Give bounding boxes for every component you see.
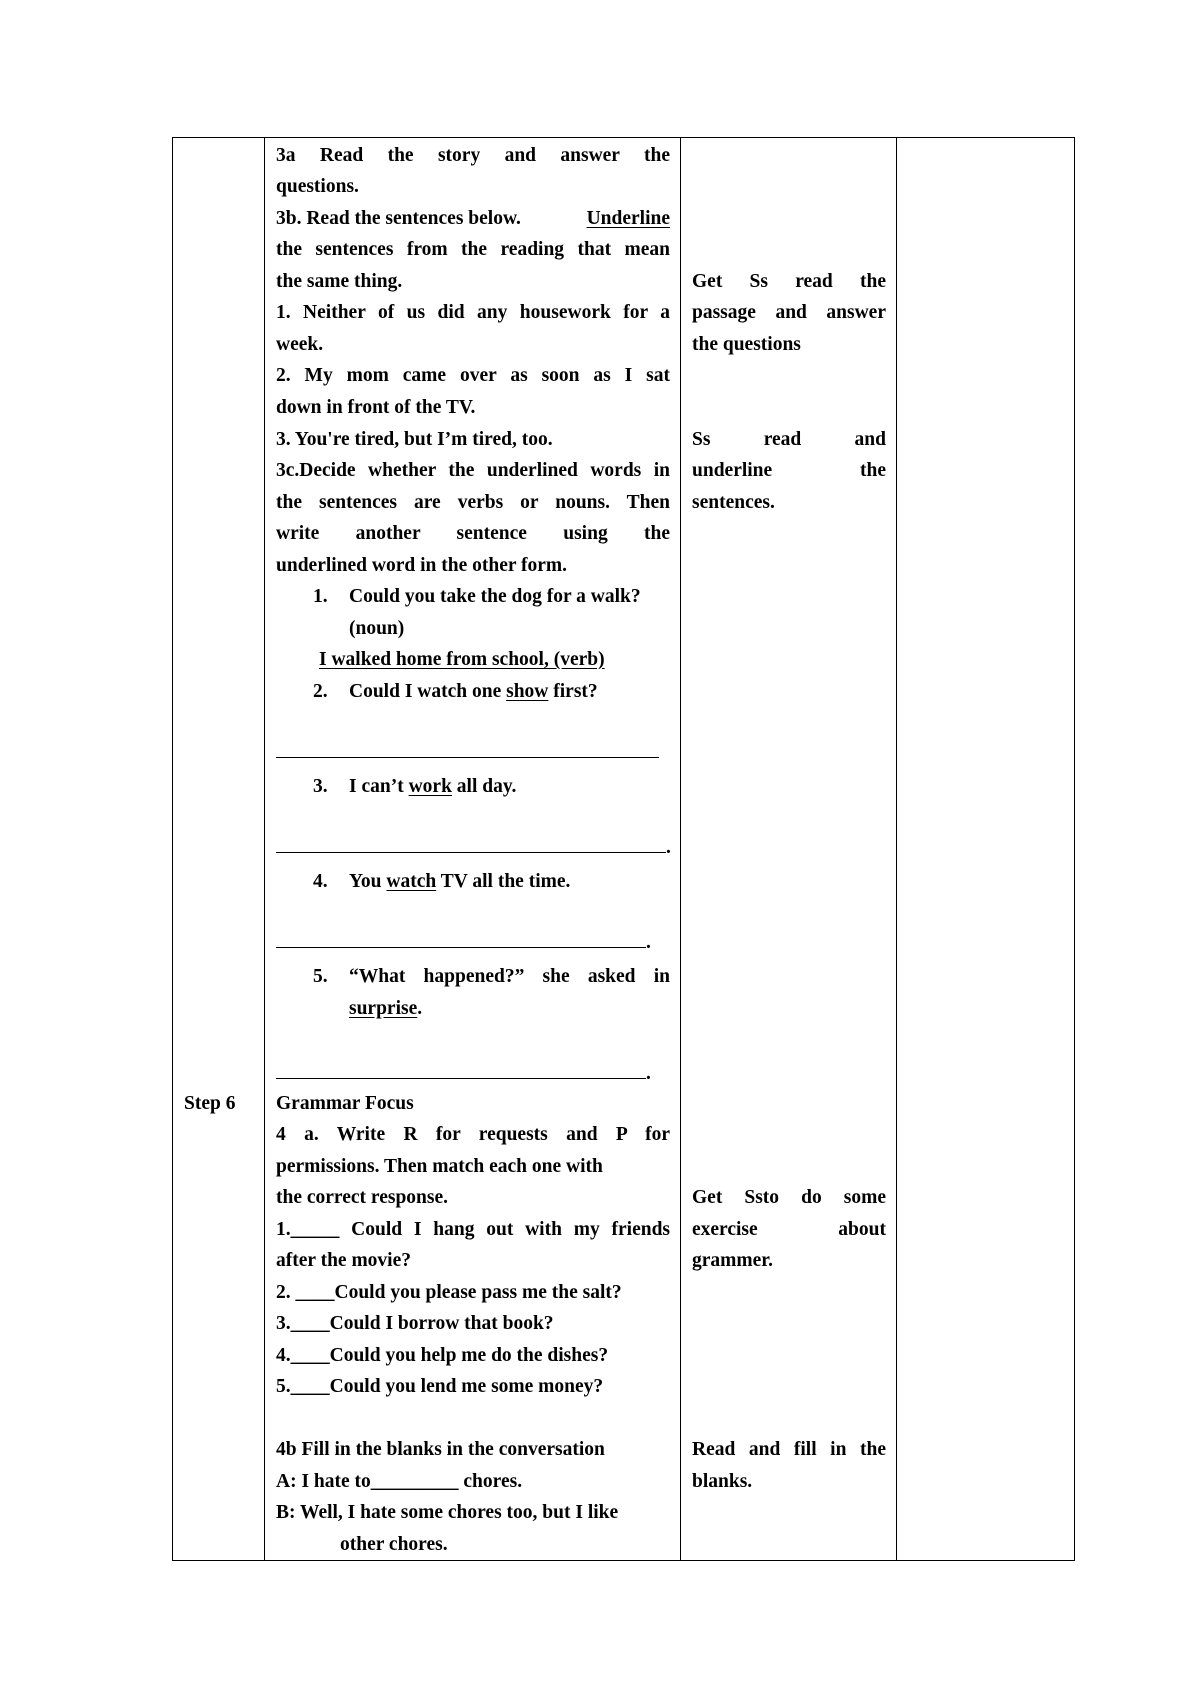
section-3b-heading-text: 3b. Read the sentences below. xyxy=(276,208,521,229)
remarks-column xyxy=(897,138,1074,1560)
note-2-line-2: underline the xyxy=(692,460,886,481)
question-4-pre: You xyxy=(349,871,387,892)
answer-blank-2[interactable] xyxy=(276,735,659,767)
question-2-number: 2. xyxy=(313,681,328,702)
blank-period: . xyxy=(666,837,671,858)
question-3-keyword: work xyxy=(408,776,452,797)
grammar-item-1: 1._____ Could I hang out with my friends xyxy=(276,1219,670,1240)
question-4-number: 4. xyxy=(313,871,328,892)
table-bottom-border xyxy=(172,1560,1075,1561)
grammar-item-1-cont: after the movie? xyxy=(276,1250,412,1271)
conversation-line-b: B: Well, I hate some chores too, but I like xyxy=(276,1502,619,1523)
blank-period: . xyxy=(646,932,651,953)
underline-word: Underline xyxy=(586,208,670,229)
section-4a-text: permissions. Then match each one with xyxy=(276,1156,603,1177)
blank-period: . xyxy=(646,1063,651,1084)
question-2-pre: Could I watch one xyxy=(349,681,507,702)
question-3-number: 3. xyxy=(313,776,328,797)
section-3c-heading: 3c.Decide whether the underlined words in xyxy=(276,460,670,481)
section-3c-text: the sentences are verbs or nouns. Then xyxy=(276,492,670,513)
table-divider-2 xyxy=(680,137,681,1560)
question-3-post: all day. xyxy=(451,776,517,797)
table-divider-1 xyxy=(264,137,265,1560)
question-5-post: . xyxy=(417,998,423,1019)
note-4-line-2: blanks. xyxy=(692,1471,753,1492)
answer-blank-3[interactable] xyxy=(276,830,671,862)
note-3-line-1: Get Ssto do some xyxy=(692,1187,886,1208)
section-3c-text-end: underlined word in the other form. xyxy=(276,555,568,576)
section-4b-heading: 4b Fill in the blanks in the conversation xyxy=(276,1439,605,1460)
note-2-line-3: sentences. xyxy=(692,492,775,513)
answer-blank-4[interactable] xyxy=(276,925,651,957)
question-1-type: (noun) xyxy=(349,618,405,639)
question-1-text: Could you take the dog for a walk? xyxy=(349,586,641,607)
section-3a-heading: 3a Read the story and answer the xyxy=(276,145,670,166)
question-3-sentence xyxy=(349,771,516,803)
note-3-line-2: exercise about xyxy=(692,1219,886,1240)
note-2-line-1: Ss read and xyxy=(692,429,886,450)
sentence-1-cont: week. xyxy=(276,334,324,355)
section-3b-text-end: the same thing. xyxy=(276,271,403,292)
section-3a-heading-cont: questions. xyxy=(276,176,359,197)
section-4a-heading: 4 a. Write R for requests and P for xyxy=(276,1124,670,1145)
section-4a-text-end: the correct response. xyxy=(276,1187,449,1208)
question-5-text: “What happened?” she asked in xyxy=(349,966,670,987)
section-3b-text: the sentences from the reading that mean xyxy=(276,239,670,260)
note-3-line-3: grammer. xyxy=(692,1250,774,1271)
answer-blank-5[interactable] xyxy=(276,1056,651,1088)
grammar-item-5: 5.____Could you lend me some money? xyxy=(276,1376,604,1397)
section-3b-heading xyxy=(276,203,670,235)
question-4-post: TV all the time. xyxy=(436,871,571,892)
question-5-keyword: surprise xyxy=(349,998,418,1019)
sentence-2-cont: down in front of the TV. xyxy=(276,397,476,418)
section-3c-text: write another sentence using the xyxy=(276,523,670,544)
table-border-right xyxy=(1074,137,1075,1560)
conversation-line-a: A: I hate to_________ chores. xyxy=(276,1471,523,1492)
question-4-sentence xyxy=(349,866,570,898)
note-1-line-1: Get Ss read the xyxy=(692,271,886,292)
question-1-answer: I walked home from school, (verb) xyxy=(319,649,605,670)
step-label: Step 6 xyxy=(184,1093,236,1114)
question-5-keyword-line xyxy=(349,993,422,1025)
sentence-3: 3. You're tired, but I’m tired, too. xyxy=(276,429,553,450)
question-2-sentence xyxy=(349,676,598,708)
grammar-focus-title: Grammar Focus xyxy=(276,1093,414,1114)
table-border-left xyxy=(172,137,173,1560)
question-3-pre: I can’t xyxy=(349,776,409,797)
grammar-item-2: 2. ____Could you please pass me the salt? xyxy=(276,1282,622,1303)
note-1-line-3: the questions xyxy=(692,334,801,355)
question-1-number: 1. xyxy=(313,586,328,607)
question-2-keyword: show xyxy=(506,681,549,702)
sentence-1: 1. Neither of us did any housework for a xyxy=(276,302,670,323)
sentence-2: 2. My mom came over as soon as I sat xyxy=(276,365,670,386)
conversation-line-b-cont: other chores. xyxy=(340,1534,448,1555)
note-4-line-1: Read and fill in the xyxy=(692,1439,886,1460)
note-1-line-2: passage and answer xyxy=(692,302,886,323)
question-4-keyword: watch xyxy=(386,871,437,892)
question-5-number: 5. xyxy=(313,966,328,987)
grammar-item-4: 4.____Could you help me do the dishes? xyxy=(276,1345,609,1366)
question-2-post: first? xyxy=(548,681,598,702)
grammar-item-3: 3.____Could I borrow that book? xyxy=(276,1313,554,1334)
